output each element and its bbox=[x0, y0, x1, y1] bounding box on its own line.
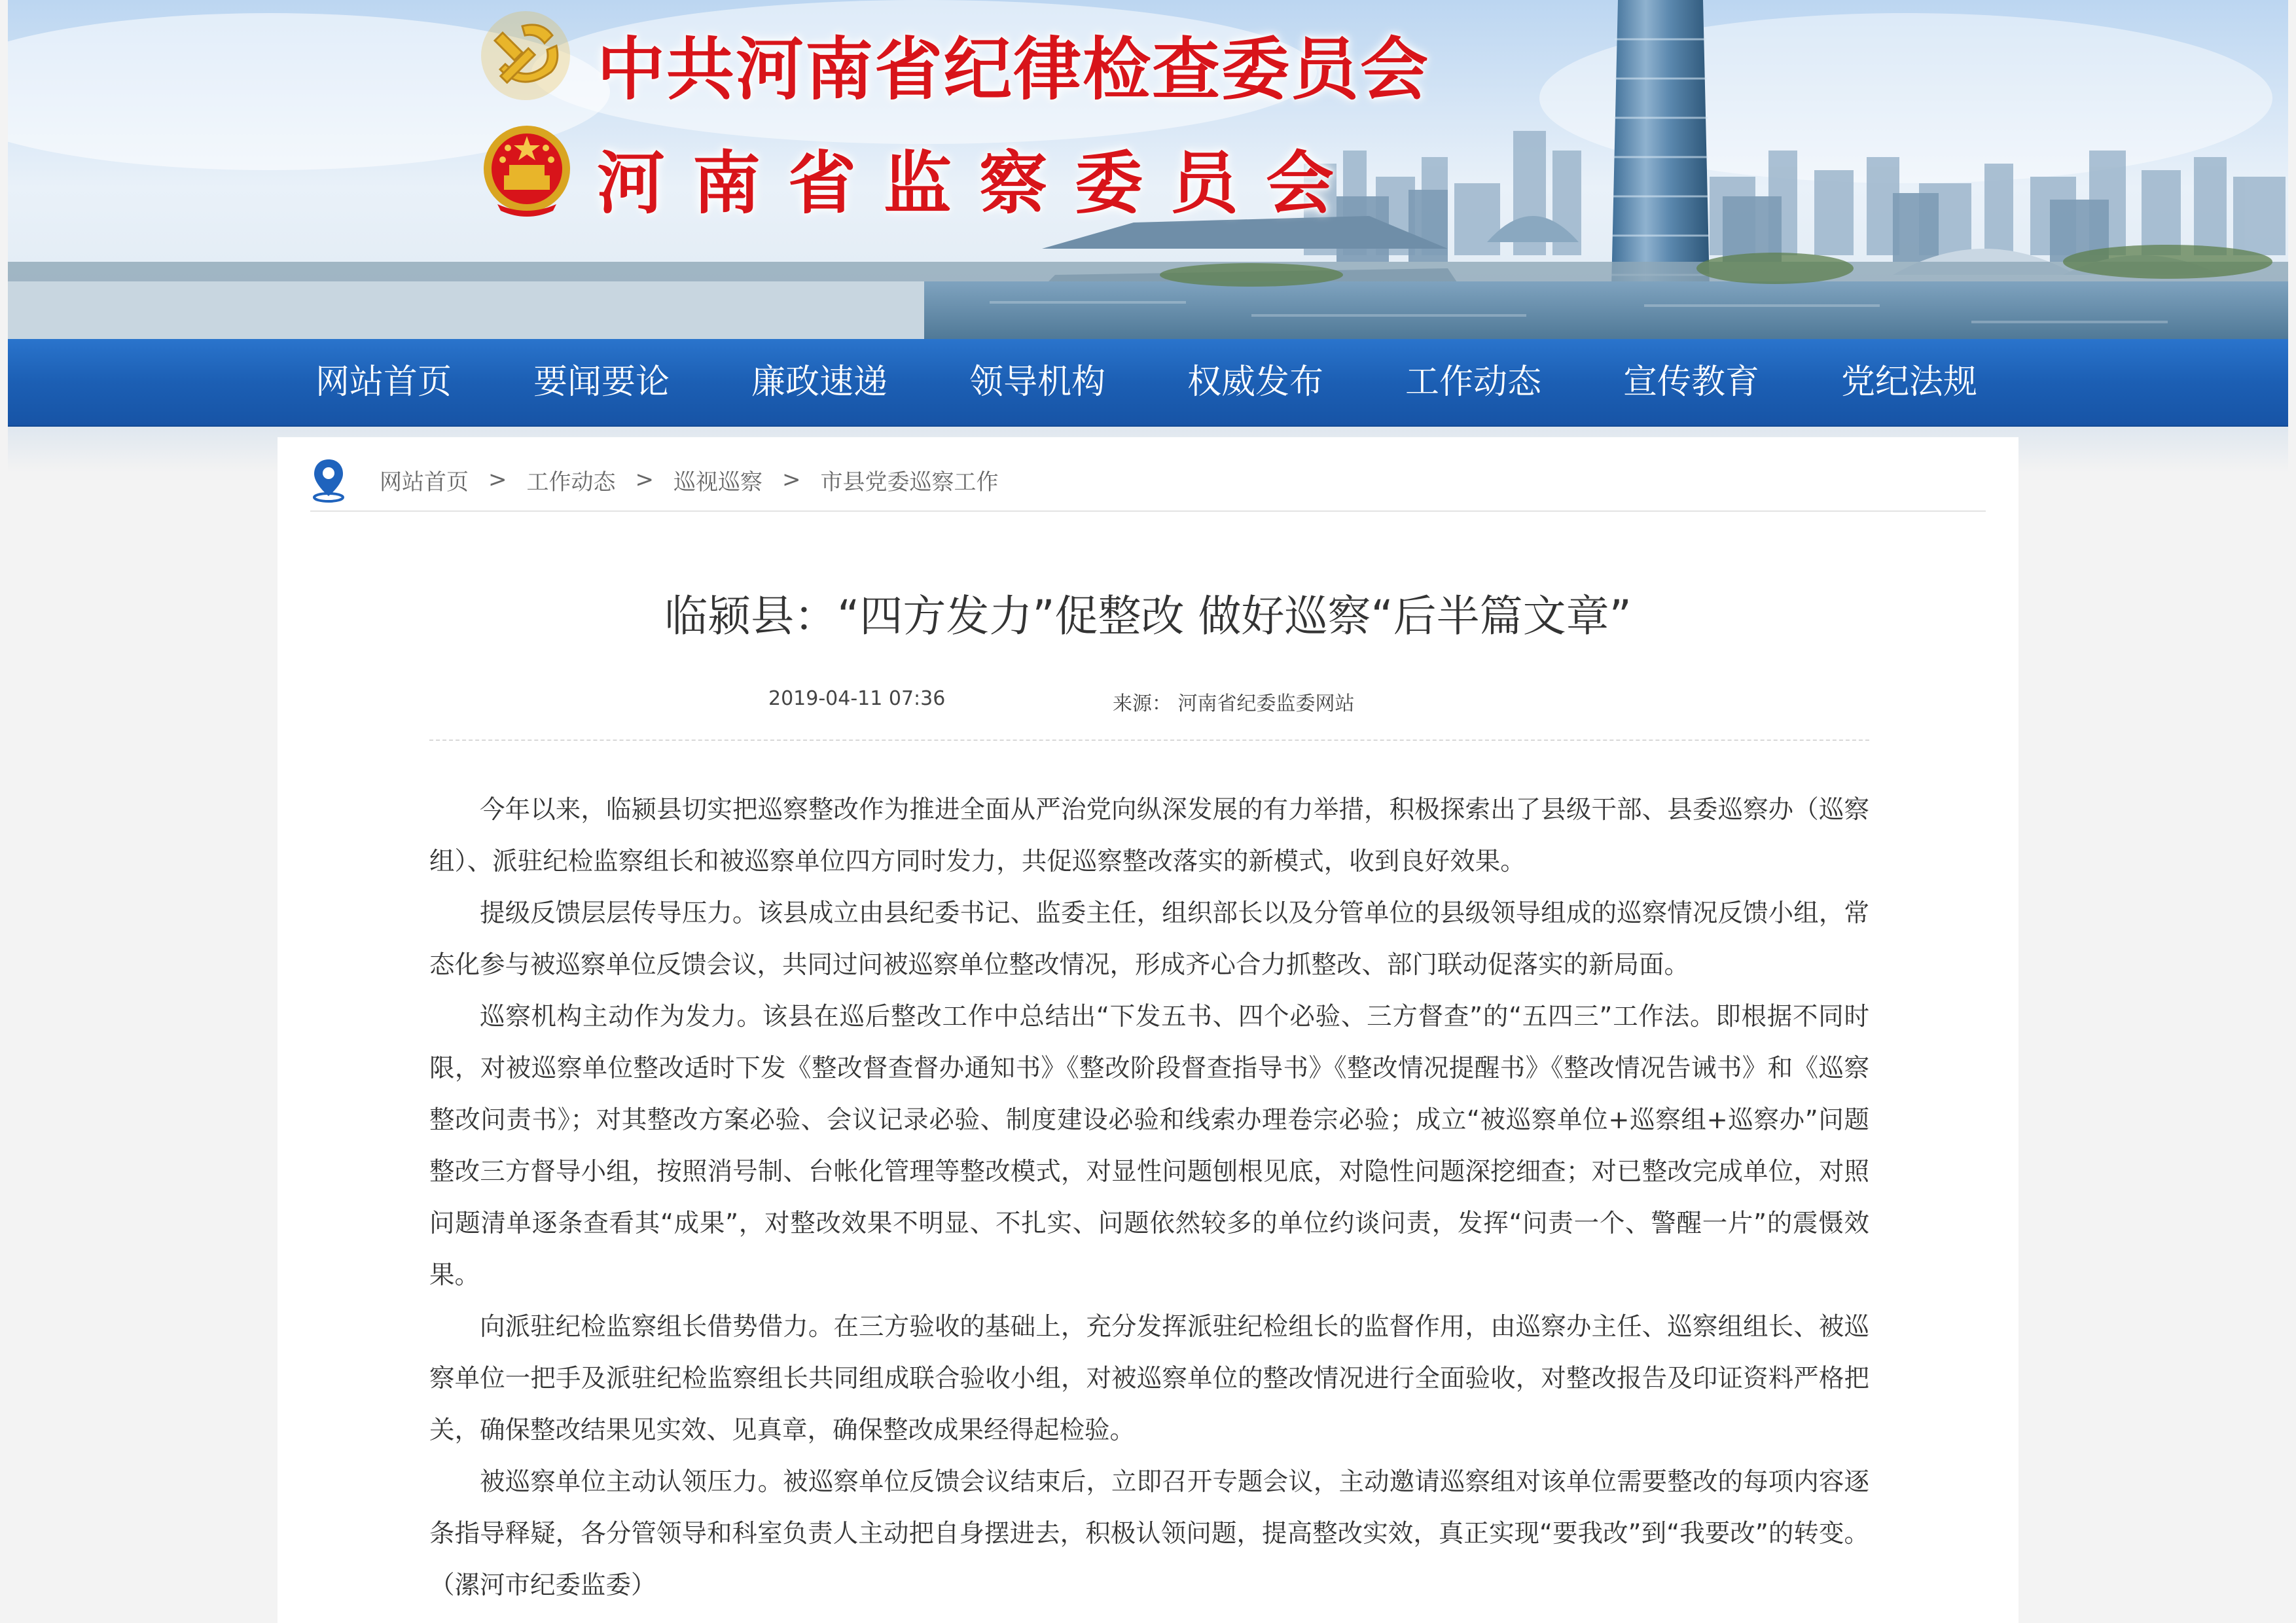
breadcrumb-divider bbox=[310, 510, 1986, 512]
article-body bbox=[429, 784, 1869, 1611]
nav-item-regulations[interactable]: 党纪法规 bbox=[1841, 363, 1978, 402]
national-emblem-icon bbox=[478, 119, 576, 224]
breadcrumb-inspection[interactable]: 巡视巡察 bbox=[673, 469, 762, 495]
main-nav bbox=[8, 339, 2288, 427]
nav-item-news[interactable]: 要闻要论 bbox=[533, 363, 670, 402]
article-paragraph: 今年以来，临颍县切实把巡察整改作为推进全面从严治党向纵深发展的有力举措，积极探索出了县级干部、县委巡察办（巡察组）、派驻纪检监察组长和被巡察单位四方同时发力，共促巡察整改落实的新模式，收到良好效果。 bbox=[429, 795, 1869, 876]
article-title: 临颍县：“四方发力”促整改 做好巡察“后半篇文章” bbox=[664, 591, 1632, 641]
article-paragraph: 巡察机构主动作为发力。该县在巡后整改工作中总结出“下发五书、四个必验、三方督查”的“五四三”工作法。即根据不同时限，对被巡察单位整改适时下发《整改督查督办通知书》《整改阶段督查指导书》《整改情况提醒书》《整改情况告诫书》和《巡察整改问责书》；对其整改方案必验、会议记录必验、制度建设必验和线索办理卷宗必验；成立“被巡察单位+巡察组+巡察办”问题整改三方督导小组，按照消号制、台帐化管理等整改模式，对显性问题刨根见底，对隐性问题深挖细查；对已整改完成单位，对照问题清单逐条查看其“成果”，对整改效果不明显、不扎实、问题依然较多的单位约谈问责，发挥“问责一个、警醒一片”的震慑效果。 bbox=[429, 1002, 1869, 1290]
article-paragraph: 向派驻纪检监察组长借势借力。在三方验收的基础上，充分发挥派驻纪检组长的监督作用，由巡察办主任、巡察组组长、被巡察单位一把手及派驻纪检监察组长共同组成联合验收小组，对被巡察单位的整改情况进行全面验收，对整改报告及印证资料严格把关，确保整改结果见实效、见真章，确保整改成果经得起检验。 bbox=[429, 1312, 1869, 1445]
article-source: 来源： 河南省纪委监委网站 bbox=[1113, 692, 1355, 715]
nav-item-integrity-express[interactable]: 廉政速递 bbox=[751, 363, 888, 402]
header-title-line1: 中共河南省纪律检查委员会 bbox=[597, 29, 1430, 109]
article-date: 2019-04-11 07:36 bbox=[768, 687, 946, 710]
content-panel bbox=[278, 437, 2018, 1623]
nav-item-work-updates[interactable]: 工作动态 bbox=[1405, 363, 1542, 402]
meta-divider bbox=[429, 740, 1869, 741]
nav-item-leadership[interactable]: 领导机构 bbox=[969, 363, 1106, 402]
breadcrumb-home[interactable]: 网站首页 bbox=[380, 469, 469, 495]
article-meta bbox=[278, 687, 2018, 720]
nav-item-education[interactable]: 宣传教育 bbox=[1623, 363, 1760, 402]
location-pin-icon bbox=[310, 457, 347, 503]
breadcrumb-county-inspection[interactable]: 市县党委巡察工作 bbox=[820, 469, 999, 495]
breadcrumb-separator: > bbox=[488, 467, 507, 493]
nav-item-home[interactable]: 网站首页 bbox=[315, 363, 452, 402]
breadcrumb bbox=[310, 457, 999, 503]
article-paragraph: 提级反馈层层传导压力。该县成立由县纪委书记、监委主任，组织部长以及分管单位的县级领导组成的巡察情况反馈小组，常态化参与被巡察单位反馈会议，共同过问被巡察单位整改情况，形成齐心合力抓整改、部门联动促落实的新局面。 bbox=[429, 899, 1869, 980]
breadcrumb-work-updates[interactable]: 工作动态 bbox=[526, 469, 616, 495]
site-banner bbox=[8, 0, 2288, 340]
breadcrumb-separator: > bbox=[635, 467, 654, 493]
article-paragraph: 被巡察单位主动认领压力。被巡察单位反馈会议结束后，立即召开专题会议，主动邀请巡察组对该单位需要整改的每项内容逐条指导释疑，各分管领导和科室负责人主动把自身摆进去，积极认领问题，提高整改实效，真正实现“要我改”到“我要改”的转变。（漯河市纪委监委） bbox=[429, 1467, 1869, 1600]
party-emblem-icon bbox=[476, 7, 575, 105]
nav-item-releases[interactable]: 权威发布 bbox=[1187, 363, 1324, 402]
breadcrumb-separator: > bbox=[782, 467, 801, 493]
header-title-line2: 河南省监察委员会 bbox=[597, 143, 1362, 223]
